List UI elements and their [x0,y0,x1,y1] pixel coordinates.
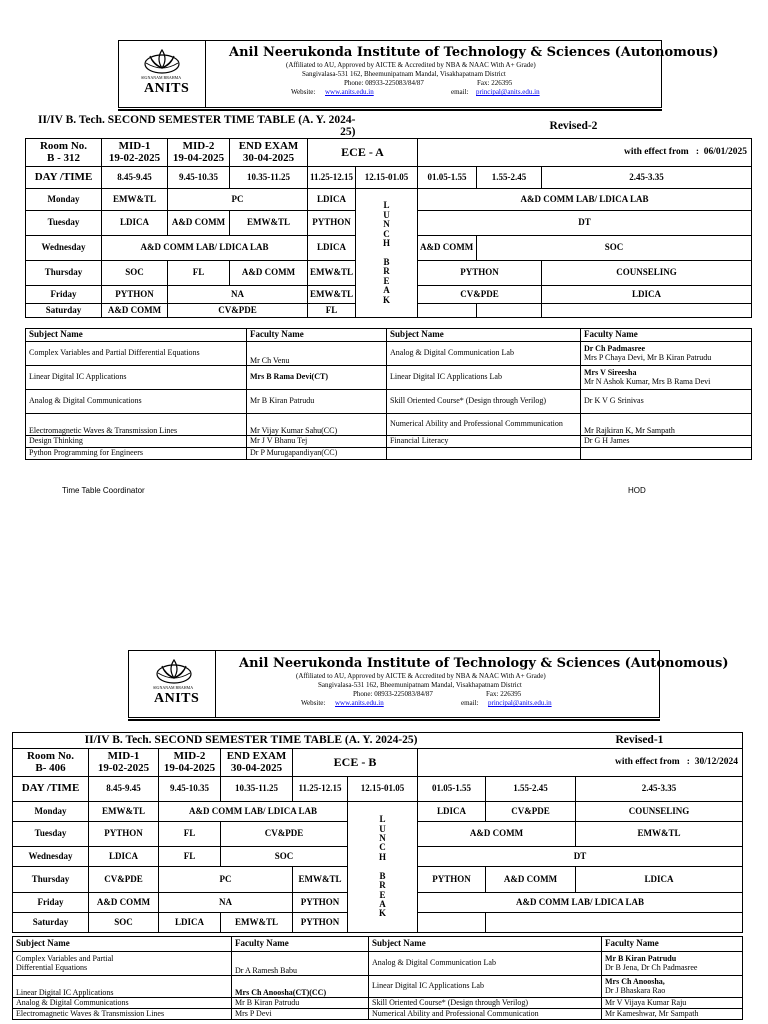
lunch-break-letter: U [383,209,390,220]
effect-date-cell: with effect from : 30/12/2024 [418,749,743,777]
day-time-header: DAY /TIME [13,777,89,802]
lunch-break-letter: N [383,219,390,230]
period-cell: SOC [221,847,348,867]
period-cell: A&D COMM [168,211,230,236]
header-underline [128,719,660,721]
room-number: B- 406 [35,761,66,774]
logo-text: ANITS [154,691,200,706]
subject-name: Skill Oriented Course* (Design through Verilog) [369,998,602,1009]
lunch-break-letter: L [379,814,386,825]
faculty-lead: Mrs V Sireesha [584,368,637,378]
faculty-name: Mr Rajkiran K, Mr Sampath [581,414,752,436]
faculty-name [602,976,743,998]
institute-phone: Phone: 08933-225083/84/87 [353,690,433,698]
day-label: Saturday [13,913,89,933]
lunch-break-column [348,802,418,933]
period-cell: EMW&TL [576,822,743,847]
faculty-name: Mr Ch Venu [247,342,387,366]
subject-name: Linear Digital IC Applications Lab [369,976,602,998]
effect-date: 06/01/2025 [703,146,748,157]
lotus-emblem-icon [154,656,194,686]
period-cell: EMW&TL [308,261,356,286]
effect-date: 30/12/2024 [694,756,738,767]
institute-contact [353,690,583,699]
slot-header: 8.45-9.45 [102,167,168,189]
period-cell: EMW&TL [230,211,308,236]
coordinator-signature-label: Time Table Coordinator [62,486,145,495]
period-cell: LDICA [159,913,221,933]
institute-phone: Phone: 08933-225083/84/87 [344,79,424,87]
faculty-lead: Dr Ch Padmasree [584,344,646,354]
period-cell: PC [159,867,293,893]
period-cell: NA [168,286,308,304]
timetable-ece-b [12,732,743,933]
period-cell: PYTHON [293,913,348,933]
subject-name: Complex Variables and Partial Differential Equations [26,342,247,366]
slot-header: 10.35-11.25 [221,777,293,802]
faculty-header: Faculty Name [602,937,743,952]
day-label: Friday [26,286,102,304]
period-cell: A&D COMM LAB/ LDICA LAB [418,893,743,913]
slot-header: 11.25-12.15 [308,167,356,189]
end-exam-cell [230,139,308,167]
period-cell: A&D COMM [102,304,168,318]
day-label: Wednesday [26,236,102,261]
period-cell: CV&PDE [418,286,542,304]
day-label: Thursday [26,261,102,286]
hod-signature-label: HOD [628,486,646,495]
subject-name: Python Programming for Engineers [26,448,247,460]
faculty-name: Mrs B Rama Devi(CT) [247,366,387,390]
period-cell: EMW&TL [293,867,348,893]
room-label: Room No. [26,749,75,762]
lunch-break-letter: K [382,294,390,305]
period-cell: FL [168,261,230,286]
institute-affiliation: (Affiliated to AU, Approved by AICTE & Accredited by NBA & NAAC With A+ Grade) [286,61,536,69]
slot-header: 01.05-1.55 [418,167,477,189]
logo-text: ANITS [144,81,190,96]
subject-header: Subject Name [387,329,581,342]
institute-header [128,650,729,718]
lunch-break-letter: R [379,880,386,891]
period-cell: PYTHON [418,867,486,893]
faculty-name: Dr P Murugapandiyan(CC) [247,448,387,460]
section-label: ECE - B [293,749,418,777]
slot-header: 9.45-10.35 [168,167,230,189]
mid1-cell [89,749,159,777]
period-cell: A&D COMM LAB/ LDICA LAB [418,189,752,211]
day-label: Monday [13,802,89,822]
faculty-assistants: Mr N Ashok Kumar, Mrs B Rama Devi [584,376,711,386]
period-cell: FL [159,847,221,867]
faculty-name [602,952,743,976]
faculty-name: Mrs P Devi [232,1009,369,1020]
institute-name: Anil Neerukonda Institute of Technology & Sciences (Autonomous) [239,656,729,671]
institute-address: Sangivalasa-531 162, Bheemunipatnam Mandal, Visakhapatnam District [318,681,522,689]
website-link[interactable]: www.anits.edu.in [325,88,374,96]
subject-name: Linear Digital IC Applications Lab [387,366,581,390]
period-cell: CV&PDE [89,867,159,893]
subject-name: Linear Digital IC Applications [26,366,247,390]
mid2-cell [168,139,230,167]
faculty-header: Faculty Name [247,329,387,342]
lunch-break-letter: L [383,200,390,211]
period-cell: LDICA [308,189,356,211]
logo-motto: SIGNANAM BRAHMA [153,685,194,690]
website-label: Website: [291,88,316,96]
subject-name: Analog & Digital Communication Lab [369,952,602,976]
faculty-name: Mr V Vijaya Kumar Raju [602,998,743,1009]
subject-name: Numerical Ability and Professional Commmunication [387,414,581,436]
slot-header: 01.05-1.55 [418,777,486,802]
faculty-name: Dr K V G Srinivas [581,390,752,414]
mid2-label: MID-2 [182,140,215,153]
mid1-label: MID-1 [107,749,140,762]
header-underline [118,109,662,111]
lunch-break-letter: K [378,908,386,919]
lunch-break-letter: C [379,842,386,853]
logo-motto: SIGNANAM BRAHMA [141,75,182,80]
end-exam-label: END EXAM [238,140,299,153]
mid1-label: MID-1 [118,140,151,153]
period-cell: SOC [477,236,752,261]
room-number: B - 312 [47,151,80,164]
faculty-lead: Mrs Ch Anoosha, [605,977,665,987]
email-label: email: [461,699,479,707]
end-exam-date: 30-04-2025 [230,761,283,774]
day-time-header: DAY /TIME [26,167,102,189]
period-cell: COUNSELING [542,261,752,286]
slot-header: 2.45-3.35 [576,777,743,802]
subject-name: Analog & Digital Communications [13,998,232,1009]
timetable-ece-a [25,114,752,318]
subject-name: Design Thinking [26,436,247,448]
faculty-name: Mr Kameshwar, Mr Sampath [602,1009,743,1020]
anits-logo [129,651,216,717]
institute-address: Sangivalasa-531 162, Bheemunipatnam Mandal, Visakhapatnam District [302,70,506,78]
mid2-date: 19-04-2025 [172,151,225,164]
period-cell: PC [168,189,308,211]
subject-name: Financial Literacy [387,436,581,448]
website-label: Website: [301,699,326,707]
faculty-assistants: Mrs P Chaya Devi, Mr B Kiran Patrudu [584,352,712,362]
period-cell: CV&PDE [221,822,348,847]
period-cell: LDICA [418,802,486,822]
lotus-emblem-icon [142,46,182,76]
mid2-date: 19-04-2025 [163,761,216,774]
lunch-break-letter: B [379,870,386,881]
effect-label: with effect from [614,756,680,767]
day-label: Wednesday [13,847,89,867]
period-cell: CV&PDE [486,802,576,822]
slot-header: 9.45-10.35 [159,777,221,802]
faculty-name [581,448,752,460]
slot-header: 12.15-01.05 [348,777,418,802]
period-cell: LDICA [308,236,356,261]
period-cell: LDICA [102,211,168,236]
period-cell: PYTHON [102,286,168,304]
slot-header: 2.45-3.35 [542,167,752,189]
slot-header: 8.45-9.45 [89,777,159,802]
email-link[interactable]: principal@anits.edu.in [488,699,552,707]
faculty-name: Mrs Ch Anoosha(CT)(CC) [232,976,369,998]
period-cell: A&D COMM [418,822,576,847]
revision-label: Revised-2 [549,120,598,133]
lunch-break-letter: U [379,823,386,834]
revision-label: Revised-1 [576,733,743,749]
mid1-date: 19-02-2025 [97,761,150,774]
faculty-header: Faculty Name [232,937,369,952]
lunch-break-letter: B [383,256,390,267]
day-label: Tuesday [26,211,102,236]
faculty-header: Faculty Name [581,329,752,342]
mid1-cell [102,139,168,167]
period-cell: PYTHON [89,822,159,847]
period-cell: CV&PDE [168,304,308,318]
subject-name: Skill Oriented Course* (Design through Verilog) [387,390,581,414]
subject-faculty-table-ece-b [12,936,743,1020]
room-label: Room No. [39,140,88,153]
email-label: email: [451,88,469,96]
period-cell: PYTHON [308,211,356,236]
room-cell [26,139,102,167]
period-cell: EMW&TL [102,189,168,211]
institute-header [118,40,719,108]
faculty-lead: Mr B Kiran Patrudu [605,954,677,964]
period-cell [486,913,743,933]
faculty-name: Mr B Kiran Patrudu [232,998,369,1009]
slot-header: 10.35-11.25 [230,167,308,189]
slot-header: 1.55-2.45 [477,167,542,189]
institute-contact [344,79,574,88]
period-cell: LDICA [576,867,743,893]
subject-header: Subject Name [26,329,247,342]
period-cell: SOC [89,913,159,933]
period-cell: LDICA [542,286,752,304]
timetable-title: II/IV B. Tech. SECOND SEMESTER TIME TABLE (A. Y. 2024-25) [37,114,356,139]
subject-name: Linear Digital IC Applications [13,976,232,998]
period-cell: PYTHON [418,261,542,286]
faculty-name: Mr Vijay Kumar Sahu(CC) [247,414,387,436]
subject-name: Analog & Digital Communications [26,390,247,414]
period-cell: A&D COMM [418,236,477,261]
faculty-assistants: Dr B Jena, Dr Ch Padmasree [605,962,698,972]
subject-name: Electromagnetic Waves & Transmission Lines [26,414,247,436]
lunch-break-letter: C [383,228,390,239]
end-exam-label: END EXAM [226,749,287,762]
period-cell: FL [159,822,221,847]
timetable-title: II/IV B. Tech. SECOND SEMESTER TIME TABLE (A. Y. 2024-25) [13,733,418,749]
lunch-break-letter: A [379,899,386,910]
anits-logo [119,41,206,107]
subject-header: Subject Name [369,937,602,952]
end-exam-cell [221,749,293,777]
day-label: Saturday [26,304,102,318]
subject-name: Analog & Digital Communication Lab [387,342,581,366]
day-label: Friday [13,893,89,913]
institute-name: Anil Neerukonda Institute of Technology & Sciences (Autonomous) [229,45,719,60]
period-cell: NA [159,893,293,913]
lunch-break-letter: H [382,237,390,248]
institute-fax: Fax: 226395 [486,690,522,698]
institute-affiliation: (Affiliated to AU, Approved by AICTE & Accredited by NBA & NAAC With A+ Grade) [296,672,546,680]
period-cell: DT [418,211,752,236]
period-cell [542,304,752,318]
period-cell: DT [418,847,743,867]
lunch-break-letter: E [383,275,390,286]
subject-faculty-table-ece-a [25,328,752,460]
room-cell [13,749,89,777]
lunch-break-letter: A [383,285,390,296]
period-cell: SOC [102,261,168,286]
faculty-name: Mr B Kiran Patrudu [247,390,387,414]
end-exam-date: 30-04-2025 [242,151,295,164]
period-cell: COUNSELING [576,802,743,822]
mid2-cell [159,749,221,777]
period-cell: A&D COMM LAB/ LDICA LAB [159,802,348,822]
lunch-break-letter: R [383,266,390,277]
mid2-label: MID-2 [173,749,206,762]
period-cell: EMW&TL [221,913,293,933]
period-cell: A&D COMM [486,867,576,893]
period-cell: EMW&TL [89,802,159,822]
faculty-assistants: Dr J Bhaskara Rao [605,985,666,995]
website-link[interactable]: www.anits.edu.in [335,699,384,707]
day-label: Thursday [13,867,89,893]
subject-name: Complex Variables and Partial Differential Equations [13,952,232,976]
institute-web-email [291,88,591,97]
faculty-name: Dr G H James [581,436,752,448]
subject-name: Electromagnetic Waves & Transmission Lines [13,1009,232,1020]
period-cell: LDICA [89,847,159,867]
faculty-name [581,366,752,390]
lunch-break-letter: N [379,832,386,843]
slot-header: 11.25-12.15 [293,777,348,802]
email-link[interactable]: principal@anits.edu.in [476,88,540,96]
day-label: Monday [26,189,102,211]
section-label: ECE - A [308,139,418,167]
subject-header: Subject Name [13,937,232,952]
period-cell [418,913,486,933]
faculty-name: Mr J V Bhanu Tej [247,436,387,448]
subject-name: Numerical Ability and Professional Communication [369,1009,602,1020]
lunch-break-column [356,189,418,318]
period-cell: EMW&TL [308,286,356,304]
period-cell: A&D COMM LAB/ LDICA LAB [102,236,308,261]
faculty-name [581,342,752,366]
lunch-break-letter: E [379,889,386,900]
slot-header: 12.15-01.05 [356,167,418,189]
period-cell: A&D COMM [89,893,159,913]
period-cell: FL [308,304,356,318]
slot-header: 1.55-2.45 [486,777,576,802]
faculty-name: Dr A Ramesh Babu [232,952,369,976]
effect-label: with effect from [623,146,689,157]
effect-date-cell: with effect from : 06/01/2025 [418,139,752,167]
subject-name [387,448,581,460]
mid1-date: 19-02-2025 [108,151,161,164]
institute-fax: Fax: 226395 [477,79,513,87]
period-cell: PYTHON [293,893,348,913]
period-cell [418,304,477,318]
day-label: Tuesday [13,822,89,847]
period-cell [477,304,542,318]
period-cell: A&D COMM [230,261,308,286]
lunch-break-letter: H [378,851,386,862]
institute-web-email [301,699,601,708]
